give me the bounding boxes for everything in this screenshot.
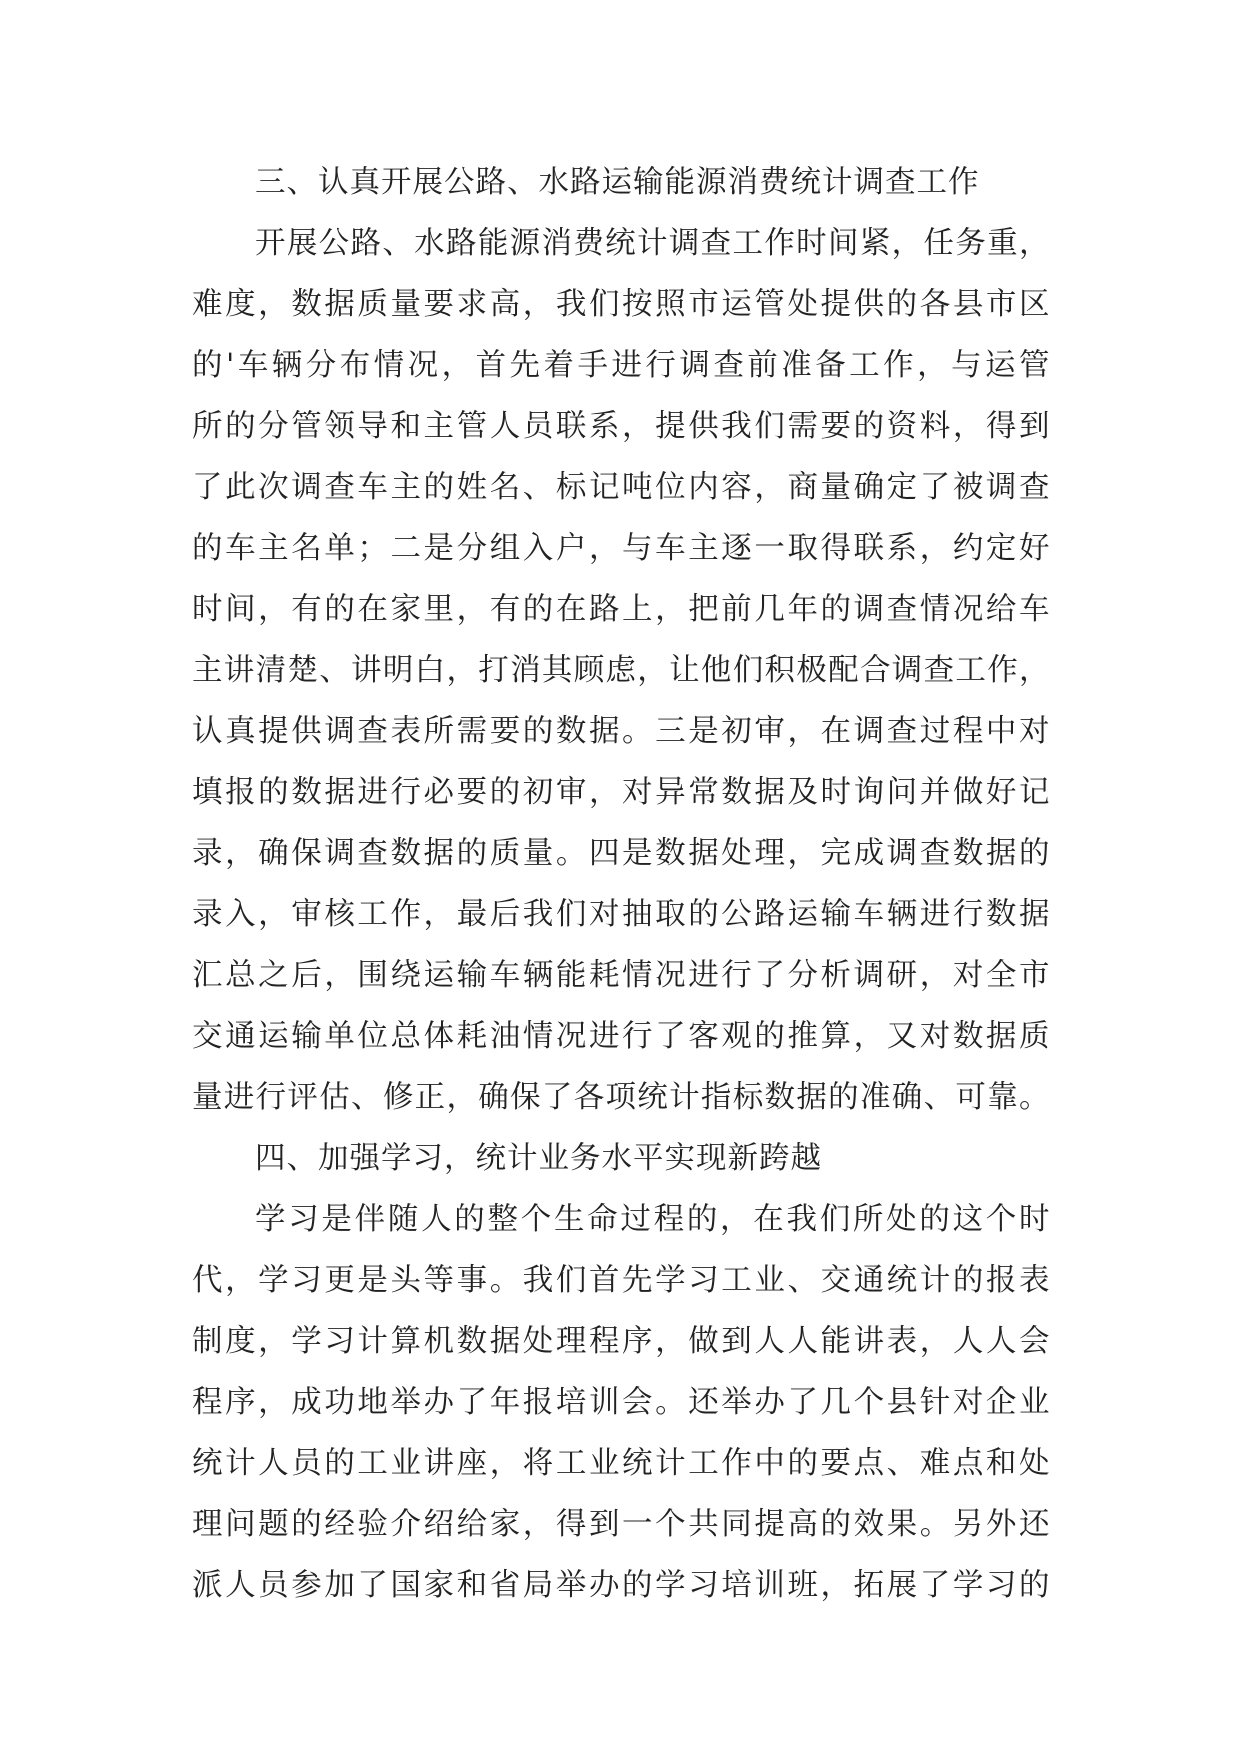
paragraph-line: 了此次调查车主的姓名、标记吨位内容，商量确定了被调查: [192, 470, 1050, 505]
paragraph-line: 学习是伴随人的整个生命过程的，在我们所处的这个时: [255, 1202, 1050, 1237]
paragraph-line: 录入，审核工作，最后我们对抽取的公路运输车辆进行数据: [192, 897, 1050, 932]
paragraph-line: 程序，成功地举办了年报培训会。还举办了几个县针对企业: [192, 1385, 1050, 1420]
paragraph-line: 开展公路、水路能源消费统计调查工作时间紧，任务重，: [255, 226, 1050, 261]
paragraph-line: 录，确保调查数据的质量。四是数据处理，完成调查数据的: [192, 836, 1050, 871]
paragraph-line: 汇总之后，围绕运输车辆能耗情况进行了分析调研，对全市: [192, 958, 1050, 993]
document-body: [192, 152, 1050, 1616]
paragraph-line: 所的分管领导和主管人员联系，提供我们需要的资料，得到: [192, 409, 1050, 444]
paragraph-line: 填报的数据进行必要的初审，对异常数据及时询问并做好记: [192, 775, 1050, 810]
paragraph-line: 时间，有的在家里，有的在路上，把前几年的调查情况给车: [192, 592, 1050, 627]
paragraph-line: 代，学习更是头等事。我们首先学习工业、交通统计的报表: [192, 1263, 1050, 1298]
paragraph-line: 认真提供调查表所需要的数据。三是初审，在调查过程中对: [192, 714, 1050, 749]
paragraph-line: 理问题的经验介绍给家，得到一个共同提高的效果。另外还: [192, 1507, 1050, 1542]
section-heading: 三、认真开展公路、水路运输能源消费统计调查工作: [255, 165, 980, 200]
paragraph-line: 交通运输单位总体耗油情况进行了客观的推算，又对数据质: [192, 1019, 1050, 1054]
paragraph-line: 统计人员的工业讲座，将工业统计工作中的要点、难点和处: [192, 1446, 1050, 1481]
paragraph-line: 主讲清楚、讲明白，打消其顾虑，让他们积极配合调查工作，: [192, 653, 1050, 688]
paragraph-line: 量进行评估、修正，确保了各项统计指标数据的准确、可靠。: [192, 1080, 1050, 1115]
paragraph-line: 制度，学习计算机数据处理程序，做到人人能讲表，人人会: [192, 1324, 1050, 1359]
paragraph-line: 难度，数据质量要求高，我们按照市运管处提供的各县市区: [192, 287, 1050, 322]
section-heading: 四、加强学习，统计业务水平实现新跨越: [255, 1141, 822, 1176]
paragraph-line: 派人员参加了国家和省局举办的学习培训班，拓展了学习的: [192, 1568, 1050, 1603]
paragraph-line: 的车主名单；二是分组入户，与车主逐一取得联系，约定好: [192, 531, 1050, 566]
paragraph-line: 的'车辆分布情况，首先着手进行调查前准备工作，与运管: [192, 348, 1050, 383]
